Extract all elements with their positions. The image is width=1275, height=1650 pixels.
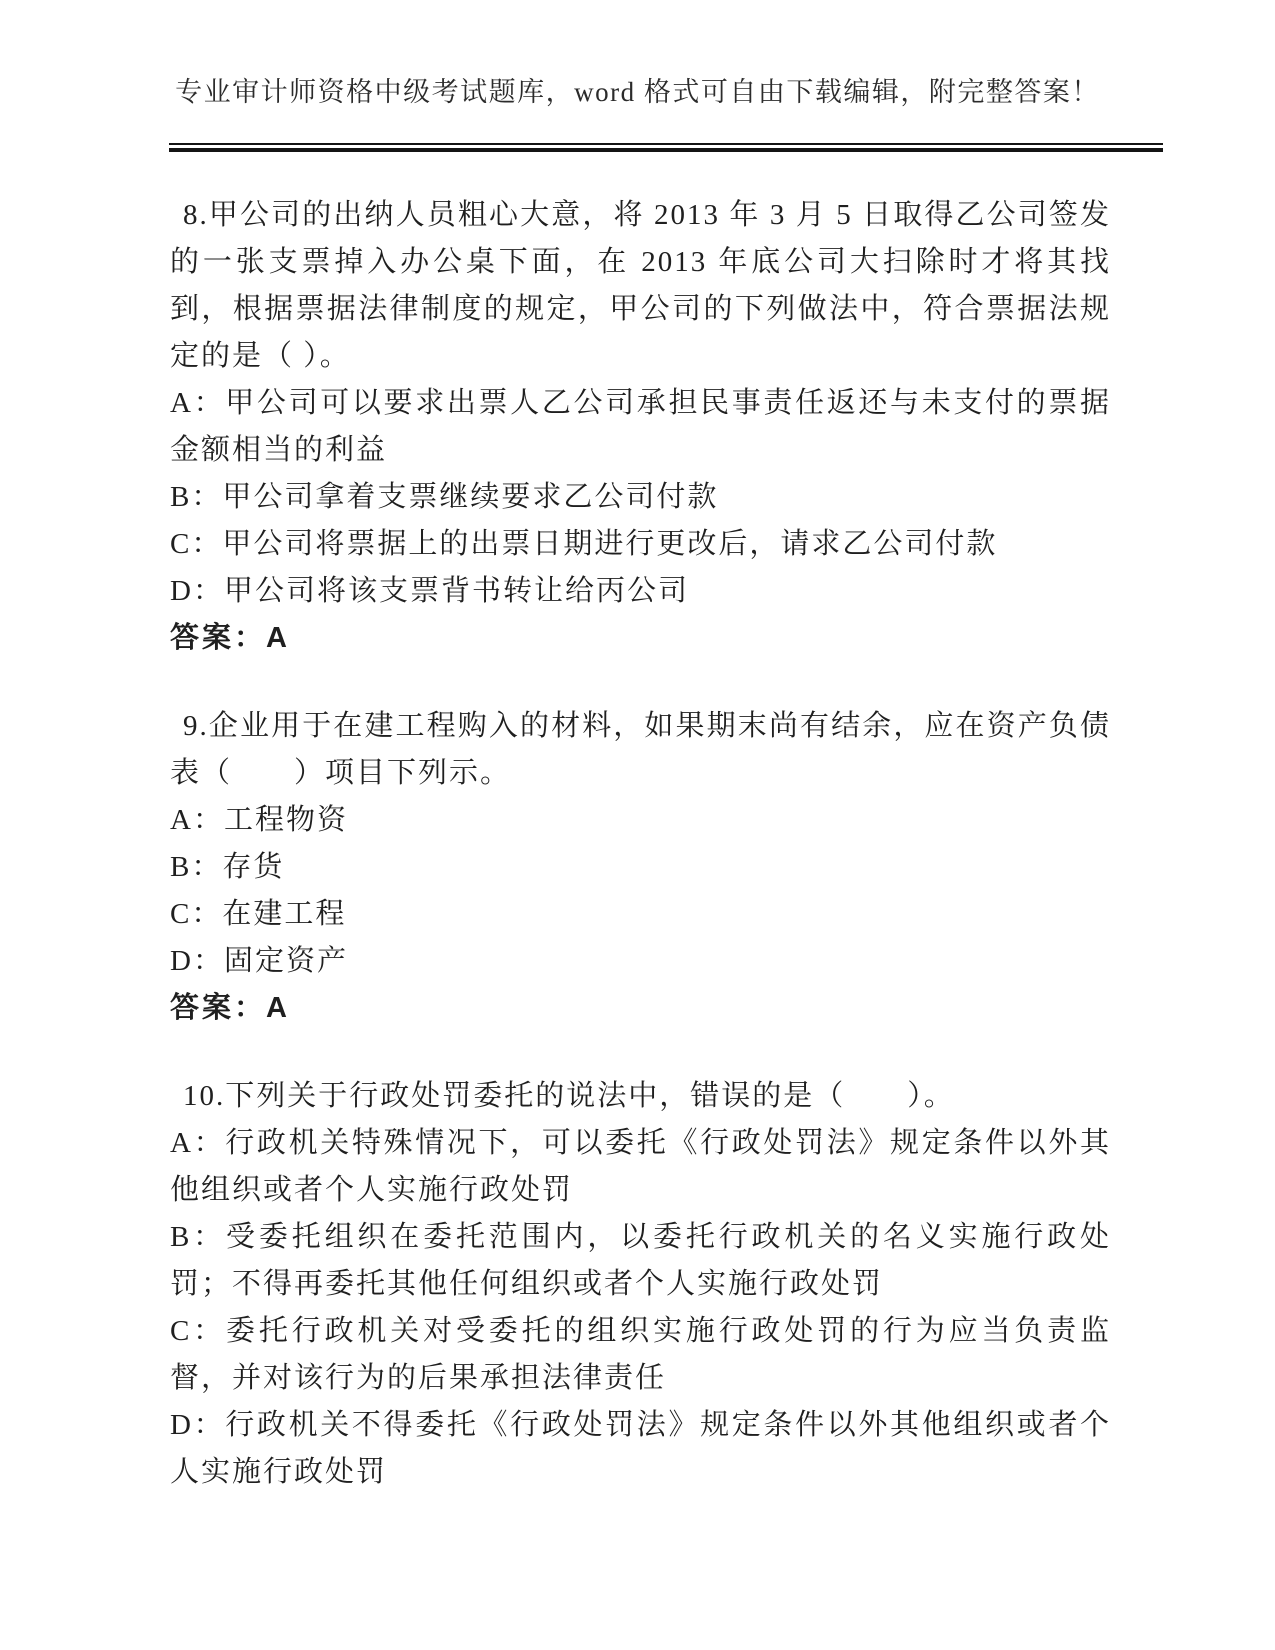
question-stem: 10.下列关于行政处罚委托的说法中，错误的是（ ）。	[183, 1080, 955, 1112]
header-divider	[169, 143, 1163, 152]
question-option-b: B：存货	[170, 851, 285, 883]
question-option-c: C：委托行政机关对受委托的组织实施行政处罚的行为应当负责监督，并对该行为的后果承担法律责任	[170, 1315, 1111, 1394]
question-option-d: D：甲公司将该支票背书转让给丙公司	[170, 575, 689, 607]
question-8	[170, 192, 1111, 662]
question-option-b: B：甲公司拿着支票继续要求乙公司付款	[170, 481, 719, 513]
answer-line: 答案：A	[170, 992, 290, 1024]
question-option-a: A：行政机关特殊情况下，可以委托《行政处罚法》规定条件以外其他组织或者个人实施行政处罚	[170, 1127, 1111, 1206]
question-9	[170, 703, 1111, 1032]
answer-line: 答案：A	[170, 622, 290, 654]
question-option-a: A：甲公司可以要求出票人乙公司承担民事责任返还与未支付的票据金额相当的利益	[170, 387, 1111, 466]
question-option-b: B：受委托组织在委托范围内，以委托行政机关的名义实施行政处罚；不得再委托其他任何组织或者个人实施行政处罚	[170, 1221, 1111, 1300]
page-header-note: 专业审计师资格中级考试题库，word 格式可自由下载编辑，附完整答案！	[175, 77, 1100, 107]
question-option-a: A：工程物资	[170, 804, 348, 836]
question-option-d: D：行政机关不得委托《行政处罚法》规定条件以外其他组织或者个人实施行政处罚	[170, 1409, 1111, 1488]
question-option-c: C：甲公司将票据上的出票日期进行更改后，请求乙公司付款	[170, 528, 998, 560]
questions-area	[170, 192, 1111, 1537]
question-option-d: D：固定资产	[170, 945, 348, 977]
question-stem: 8.甲公司的出纳人员粗心大意，将 2013 年 3 月 5 日取得乙公司签发的一张支票掉入办公桌下面，在 2013 年底公司大扫除时才将其找到，根据票据法律制度的规定，甲公司的下列做法中，符合票据法规定的是（ ）。	[170, 199, 1111, 372]
question-10	[170, 1073, 1111, 1496]
question-option-c: C：在建工程	[170, 898, 347, 930]
question-stem: 9.企业用于在建工程购入的材料，如果期末尚有结余，应在资产负债表（ ）项目下列示。	[170, 710, 1111, 789]
